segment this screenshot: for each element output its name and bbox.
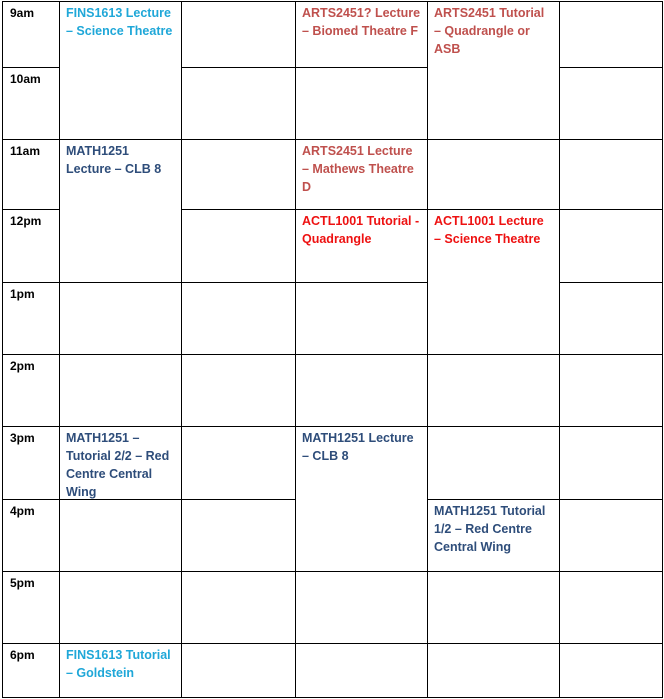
math1251-lecture-monday: MATH1251 Lecture – CLB 8 <box>59 139 182 283</box>
empty-slot <box>181 499 296 572</box>
empty-slot <box>181 643 296 698</box>
empty-slot <box>559 1 663 68</box>
empty-slot <box>181 282 296 355</box>
empty-slot <box>181 1 296 68</box>
empty-slot <box>181 209 296 283</box>
time-3pm: 3pm <box>2 426 60 500</box>
empty-slot <box>295 354 428 427</box>
empty-slot <box>295 571 428 644</box>
empty-slot <box>559 139 663 210</box>
time-12pm: 12pm <box>2 209 60 283</box>
empty-slot <box>559 282 663 355</box>
math1251-tutorial-1: MATH1251 Tutorial 1/2 – Red Centre Central Wing <box>427 499 560 572</box>
empty-slot <box>427 643 560 698</box>
time-4pm: 4pm <box>2 499 60 572</box>
empty-slot <box>559 643 663 698</box>
actl1001-tutorial: ACTL1001 Tutorial - Quadrangle <box>295 209 428 283</box>
empty-slot <box>59 354 182 427</box>
empty-slot <box>181 139 296 210</box>
empty-slot <box>59 499 182 572</box>
empty-slot <box>295 67 428 140</box>
time-1pm: 1pm <box>2 282 60 355</box>
empty-slot <box>559 426 663 500</box>
time-11am: 11am <box>2 139 60 210</box>
math1251-lecture-wednesday: MATH1251 Lecture – CLB 8 <box>295 426 428 572</box>
empty-slot <box>181 426 296 500</box>
empty-slot <box>559 499 663 572</box>
empty-slot <box>295 643 428 698</box>
empty-slot <box>181 571 296 644</box>
empty-slot <box>559 209 663 283</box>
time-5pm: 5pm <box>2 571 60 644</box>
empty-slot <box>559 571 663 644</box>
empty-slot <box>295 282 428 355</box>
time-10am: 10am <box>2 67 60 140</box>
arts2451-lecture-mathews: ARTS2451 Lecture – Mathews Theatre D <box>295 139 428 210</box>
empty-slot <box>181 67 296 140</box>
empty-slot <box>59 571 182 644</box>
time-6pm: 6pm <box>2 643 60 698</box>
empty-slot <box>559 354 663 427</box>
empty-slot <box>427 139 560 210</box>
fins1613-tutorial: FINS1613 Tutorial – Goldstein <box>59 643 182 698</box>
empty-slot <box>427 354 560 427</box>
empty-slot <box>559 67 663 140</box>
empty-slot <box>181 354 296 427</box>
time-9am: 9am <box>2 1 60 68</box>
empty-slot <box>427 426 560 500</box>
empty-slot <box>59 282 182 355</box>
arts2451-lecture-biomed: ARTS2451? Lecture – Biomed Theatre F <box>295 1 428 68</box>
arts2451-tutorial: ARTS2451 Tutorial – Quadrangle or ASB <box>427 1 560 140</box>
time-2pm: 2pm <box>2 354 60 427</box>
math1251-tutorial-2: MATH1251 – Tutorial 2/2 – Red Centre Central Wing <box>59 426 182 500</box>
empty-slot <box>427 571 560 644</box>
actl1001-lecture: ACTL1001 Lecture – Science Theatre <box>427 209 560 355</box>
fins1613-lecture: FINS1613 Lecture – Science Theatre <box>59 1 182 140</box>
